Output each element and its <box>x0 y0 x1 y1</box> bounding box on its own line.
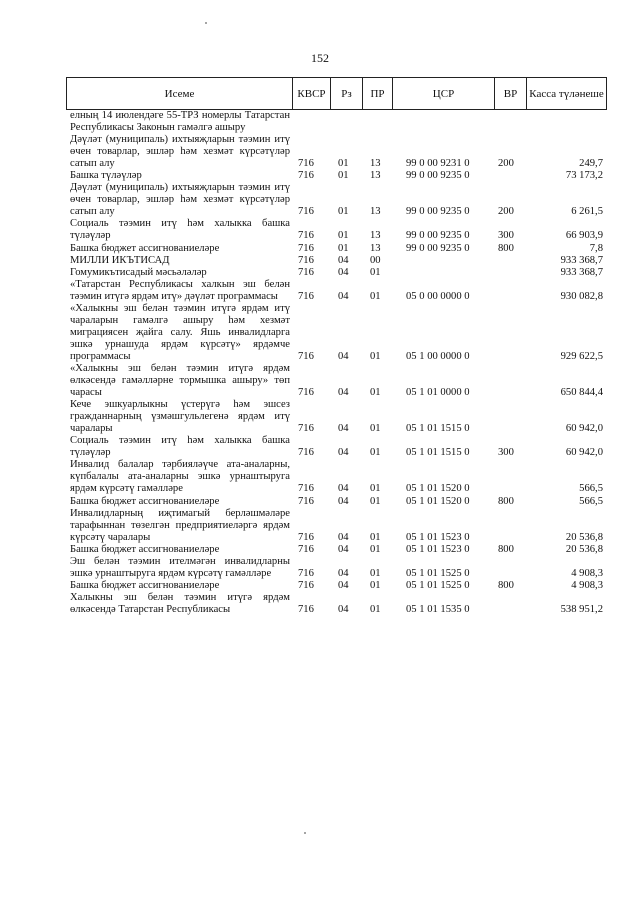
row-amount: 20 536,8 <box>565 531 603 543</box>
row-name: Башка түләүләр <box>70 170 142 182</box>
row-amount: 650 844,4 <box>560 387 603 399</box>
row-kvsr: 716 <box>298 387 314 399</box>
row-kvsr: 716 <box>298 603 314 615</box>
row-amount: 20 536,8 <box>565 543 603 555</box>
row-vr: 800 <box>498 495 514 507</box>
row-vr: 800 <box>498 242 514 254</box>
row-name: Социаль тәэмин итү һәм халыкка башка түләүләр <box>70 435 290 459</box>
row-name: Башка бюджет ассигнованиеләре <box>70 579 220 591</box>
row-rz: 04 <box>338 447 349 459</box>
row-rz: 04 <box>338 423 349 435</box>
row-rz: 04 <box>338 254 349 266</box>
table-row <box>66 182 607 218</box>
row-amount: 6 261,5 <box>571 206 603 218</box>
row-csr: 05 1 01 1525 0 <box>406 567 470 579</box>
page-number: 152 <box>311 51 329 65</box>
row-amount: 933 368,7 <box>560 266 603 278</box>
row-pr: 00 <box>370 254 381 266</box>
row-name: елның 14 июлендәге 55-ТРЗ номерлы Татарстан Республикасы Законын гамәлгә ашыру <box>70 110 290 134</box>
row-amount: 60 942,0 <box>565 423 603 435</box>
table-row <box>66 255 607 267</box>
row-amount: 249,7 <box>579 158 603 170</box>
row-vr: 800 <box>498 579 514 591</box>
row-name: МИЛЛИ ИКЪТИСАД <box>70 254 170 266</box>
row-rz: 04 <box>338 567 349 579</box>
row-kvsr: 716 <box>298 531 314 543</box>
row-pr: 01 <box>370 567 381 579</box>
table-row <box>66 170 607 182</box>
row-name: Дәүләт (муниципаль) ихтыяҗларын тәэмин итү өчен товарлар, эшләр һәм хезмәт күрсәтүләр сатып алу <box>70 134 290 170</box>
row-kvsr: 716 <box>298 447 314 459</box>
row-name: Эш белән тәэмин ителмәгән инвалидларны эшкә урнаштыруга ярдәм күрсәтү гамәлләре <box>70 555 290 579</box>
row-amount: 7,8 <box>589 242 603 254</box>
row-name: Башка бюджет ассигнованиеләре <box>70 242 220 254</box>
row-csr: 99 0 00 9231 0 <box>406 158 470 170</box>
row-pr: 01 <box>370 531 381 543</box>
row-pr: 13 <box>370 242 381 254</box>
row-rz: 04 <box>338 579 349 591</box>
row-rz: 04 <box>338 495 349 507</box>
table-row <box>66 134 607 170</box>
row-csr: 99 0 00 9235 0 <box>406 242 470 254</box>
row-kvsr: 716 <box>298 290 314 302</box>
row-kvsr: 716 <box>298 206 314 218</box>
row-rz: 04 <box>338 350 349 362</box>
header-csr: ЦСР <box>393 78 495 109</box>
table-body <box>66 110 607 616</box>
row-csr: 99 0 00 9235 0 <box>406 170 470 182</box>
row-name: «Татарстан Республикасы халкын эш белән тәэмин итүгә ярдәм итү» дәүләт программасы <box>70 278 290 302</box>
table-row <box>66 363 607 399</box>
row-csr: 05 0 00 0000 0 <box>406 290 470 302</box>
row-pr: 01 <box>370 495 381 507</box>
header-pr: ПР <box>363 78 393 109</box>
row-kvsr: 716 <box>298 483 314 495</box>
row-rz: 04 <box>338 483 349 495</box>
row-kvsr: 716 <box>298 254 314 266</box>
row-csr: 05 1 01 1515 0 <box>406 447 470 459</box>
header-rz: Рз <box>331 78 363 109</box>
table-row <box>66 435 607 459</box>
row-kvsr: 716 <box>298 543 314 555</box>
row-vr: 200 <box>498 206 514 218</box>
row-rz: 04 <box>338 603 349 615</box>
row-amount: 4 908,3 <box>571 567 603 579</box>
table-row <box>66 399 607 435</box>
row-amount: 929 622,5 <box>560 350 603 362</box>
row-csr: 05 1 01 1520 0 <box>406 495 470 507</box>
table-row <box>66 110 607 134</box>
table-header <box>66 77 607 110</box>
row-csr: 05 1 01 0000 0 <box>406 387 470 399</box>
row-amount: 566,5 <box>579 483 603 495</box>
row-amount: 566,5 <box>579 495 603 507</box>
row-name: Дәүләт (муниципаль) ихтыяҗларын тәэмин итү өчен товарлар, эшләр һәм хезмәт күрсәтүләр сатып алу <box>70 182 290 218</box>
row-kvsr: 716 <box>298 230 314 242</box>
row-csr: 05 1 00 0000 0 <box>406 350 470 362</box>
header-vr: ВР <box>495 78 527 109</box>
table-row <box>66 556 607 580</box>
row-rz: 01 <box>338 158 349 170</box>
table-row <box>66 592 607 616</box>
header-kvsr: КВСР <box>293 78 331 109</box>
row-name: Халыкны эш белән тәэмин итүгә ярдәм өлкәсендә Татарстан Республикасы <box>70 591 290 615</box>
row-rz: 04 <box>338 266 349 278</box>
row-pr: 01 <box>370 483 381 495</box>
row-csr: 99 0 00 9235 0 <box>406 230 470 242</box>
table-row <box>66 243 607 255</box>
row-csr: 05 1 01 1535 0 <box>406 603 470 615</box>
header-name: Исеме <box>67 78 293 109</box>
row-amount: 66 903,9 <box>565 230 603 242</box>
row-pr: 01 <box>370 543 381 555</box>
row-kvsr: 716 <box>298 495 314 507</box>
row-rz: 04 <box>338 290 349 302</box>
row-csr: 05 1 01 1523 0 <box>406 543 470 555</box>
row-name: Кече эшкуарлыкны үстерүгә һәм эшсез гражданнарның үзмәшгульлегенә ярдәм итү чаралары <box>70 399 290 435</box>
row-vr: 300 <box>498 230 514 242</box>
table-row <box>66 580 607 592</box>
row-pr: 01 <box>370 423 381 435</box>
row-vr: 300 <box>498 447 514 459</box>
row-rz: 04 <box>338 531 349 543</box>
table-row <box>66 544 607 556</box>
table-row <box>66 267 607 279</box>
header-kassa: Касса түләнеше <box>529 87 604 100</box>
row-name: Гомумикътисадый мәсьәләләр <box>70 266 207 278</box>
row-name: Социаль тәэмин итү һәм халыкка башка түләүләр <box>70 218 290 242</box>
row-pr: 01 <box>370 603 381 615</box>
scan-speck <box>304 832 306 834</box>
table-row <box>66 218 607 242</box>
row-name: «Халыкны эш белән тәэмин итүгә ярдәм итү чараларын гамәлгә ашыру һәм хезмәт миграциясен җайга салу. Яшь инвалидларга эшкә урнашуда ярдәм күрсәтү» ярдәмче программасы <box>70 302 290 362</box>
row-pr: 01 <box>370 350 381 362</box>
row-name: Башка бюджет ассигнованиеләре <box>70 495 220 507</box>
row-pr: 13 <box>370 230 381 242</box>
row-rz: 04 <box>338 543 349 555</box>
row-vr: 200 <box>498 158 514 170</box>
row-kvsr: 716 <box>298 170 314 182</box>
row-csr: 05 1 01 1520 0 <box>406 483 470 495</box>
row-amount: 60 942,0 <box>565 447 603 459</box>
row-kvsr: 716 <box>298 423 314 435</box>
row-pr: 01 <box>370 447 381 459</box>
row-pr: 13 <box>370 170 381 182</box>
row-pr: 01 <box>370 387 381 399</box>
budget-table <box>66 77 607 616</box>
row-name: Инвалид балалар тәрбияләүче ата-аналарны, күпбалалы ата-аналарны эшкә урнаштыруга ярдәм күрсәтү гамәлләре <box>70 459 290 495</box>
row-csr: 99 0 00 9235 0 <box>406 206 470 218</box>
row-rz: 01 <box>338 206 349 218</box>
row-pr: 13 <box>370 158 381 170</box>
row-kvsr: 716 <box>298 567 314 579</box>
row-amount: 930 082,8 <box>560 290 603 302</box>
row-kvsr: 716 <box>298 266 314 278</box>
row-kvsr: 716 <box>298 579 314 591</box>
row-name: Инвалидларның иҗтимагый берләшмәләре тарафыннан төзелгән предприятиеләргә ярдәм күрсәтү чаралары <box>70 507 290 543</box>
row-kvsr: 716 <box>298 158 314 170</box>
row-rz: 01 <box>338 170 349 182</box>
row-rz: 04 <box>338 387 349 399</box>
table-row <box>66 303 607 363</box>
row-amount: 933 368,7 <box>560 254 603 266</box>
row-amount: 538 951,2 <box>560 603 603 615</box>
row-csr: 05 1 01 1515 0 <box>406 423 470 435</box>
row-kvsr: 716 <box>298 350 314 362</box>
row-csr: 05 1 01 1525 0 <box>406 579 470 591</box>
scan-speck <box>205 22 207 24</box>
row-pr: 13 <box>370 206 381 218</box>
table-row <box>66 459 607 495</box>
row-pr: 01 <box>370 579 381 591</box>
row-amount: 4 908,3 <box>571 579 603 591</box>
row-rz: 01 <box>338 230 349 242</box>
row-pr: 01 <box>370 266 381 278</box>
row-csr: 05 1 01 1523 0 <box>406 531 470 543</box>
row-kvsr: 716 <box>298 242 314 254</box>
row-vr: 800 <box>498 543 514 555</box>
row-rz: 01 <box>338 242 349 254</box>
row-pr: 01 <box>370 290 381 302</box>
row-amount: 73 173,2 <box>565 170 603 182</box>
table-row <box>66 279 607 303</box>
table-row <box>66 496 607 508</box>
table-row <box>66 508 607 544</box>
row-name: Башка бюджет ассигнованиеләре <box>70 543 220 555</box>
row-name: «Халыкны эш белән тәэмин итүгә ярдәм өлкәсендә гамәлләрне тормышка ашыру» төп чарасы <box>70 362 290 399</box>
